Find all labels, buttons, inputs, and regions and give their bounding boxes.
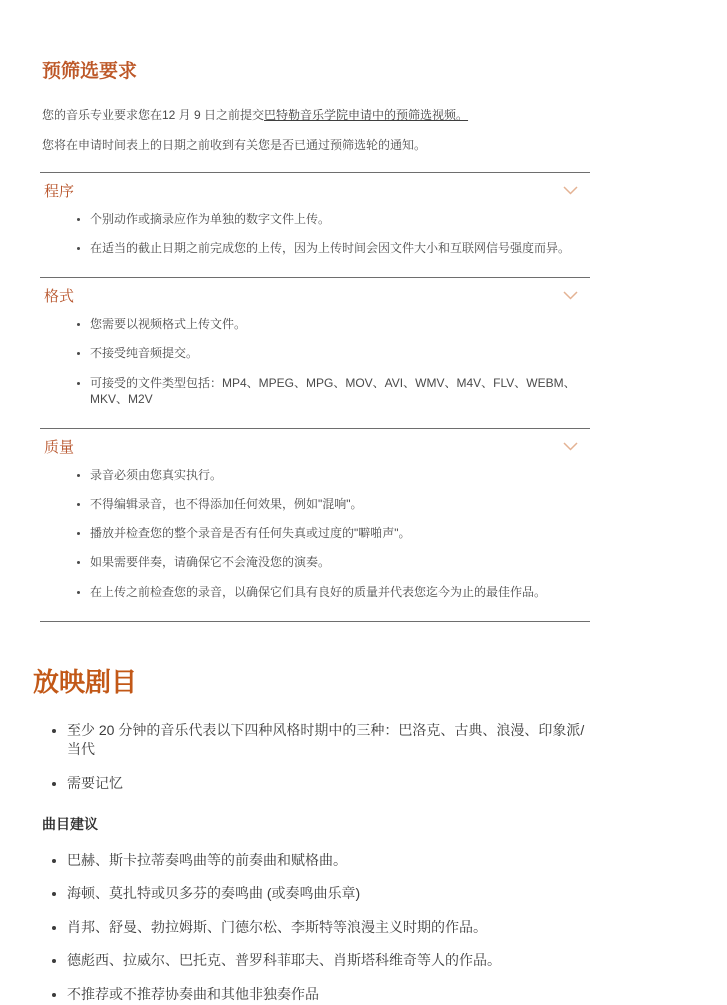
- list-item: • 不推荐或不推荐协奏曲和其他非独奏作品: [67, 985, 590, 1005]
- list-item: • 在适当的截止日期之前完成您的上传，因为上传时间会因文件大小和互联网信号强度而异。: [90, 240, 590, 256]
- list-item: • 播放并检查您的整个录音是否有任何失真或过度的"噼啪声"。: [90, 525, 590, 541]
- accordion-section-procedure: [40, 172, 590, 277]
- list-item: • 不接受纯音频提交。: [90, 345, 590, 361]
- accordion-header-procedure[interactable]: [40, 172, 590, 204]
- chevron-down-icon: [563, 442, 578, 451]
- list-item: • 个别动作或摘录应作为单独的数字文件上传。: [90, 211, 590, 227]
- list-item: • 可接受的文件类型包括：MP4、MPEG、MPG、MOV、AVI、WMV、M4V、FLV、WEBM、MKV、M2V: [90, 375, 590, 407]
- list-item: • 在上传之前检查您的录音，以确保它们具有良好的质量并代表您迄今为止的最佳作品。: [90, 584, 590, 600]
- accordion-title: 质量: [44, 438, 75, 456]
- list-item: • 至少 20 分钟的音乐代表以下四种风格时期中的三种：巴洛克、古典、浪漫、印象派/当代: [67, 721, 590, 760]
- accordion-section-quality: [40, 428, 590, 621]
- prescreen-video-link[interactable]: 巴特勒音乐学院申请中的预筛选视频。: [264, 108, 469, 122]
- accordion-title: 格式: [44, 288, 75, 306]
- suggestions-list: [40, 851, 590, 1005]
- accordion-section-format: [40, 277, 590, 428]
- page-title: 预筛选要求: [42, 61, 138, 82]
- intro-text: 您的音乐专业要求您在12 月 9 日之前提交: [42, 108, 265, 122]
- list-item: • 如果需要伴奏，请确保它不会淹没您的演奏。: [90, 554, 590, 570]
- list-item: • 德彪西、拉威尔、巴托克、普罗科菲耶夫、肖斯塔科维奇等人的作品。: [67, 951, 590, 971]
- list-item: • 巴赫、斯卡拉蒂奏鸣曲等的前奏曲和赋格曲。: [67, 851, 590, 871]
- list-item: • 肖邦、舒曼、勃拉姆斯、门德尔松、李斯特等浪漫主义时期的作品。: [67, 918, 590, 938]
- list-item: • 需要记忆: [67, 774, 590, 794]
- quality-list: [40, 467, 590, 621]
- list-item: • 不得编辑录音，也不得添加任何效果，例如"混响"。: [90, 496, 590, 512]
- list-item: • 海顿、莫扎特或贝多芬的奏鸣曲 (或奏鸣曲乐章): [67, 884, 590, 904]
- procedure-list: [40, 211, 590, 277]
- chevron-down-icon: [563, 186, 578, 195]
- suggestions-heading: 曲目建议: [42, 815, 98, 832]
- chevron-down-icon: [563, 291, 578, 300]
- repertoire-list: [40, 721, 590, 794]
- accordion-header-format[interactable]: [40, 277, 590, 309]
- intro-paragraph-2: 您将在申请时间表上的日期之前收到有关您是否已通过预筛选轮的通知。: [42, 138, 427, 153]
- format-list: [40, 316, 590, 428]
- list-item: • 您需要以视频格式上传文件。: [90, 316, 590, 332]
- accordion-title: 程序: [44, 182, 75, 200]
- list-item: • 录音必须由您真实执行。: [90, 467, 590, 483]
- repertoire-heading: 放映剧目: [33, 666, 138, 697]
- accordion: [40, 172, 590, 622]
- content-column: [33, 0, 590, 1005]
- intro-paragraph-1: [42, 107, 590, 124]
- accordion-header-quality[interactable]: [40, 428, 590, 460]
